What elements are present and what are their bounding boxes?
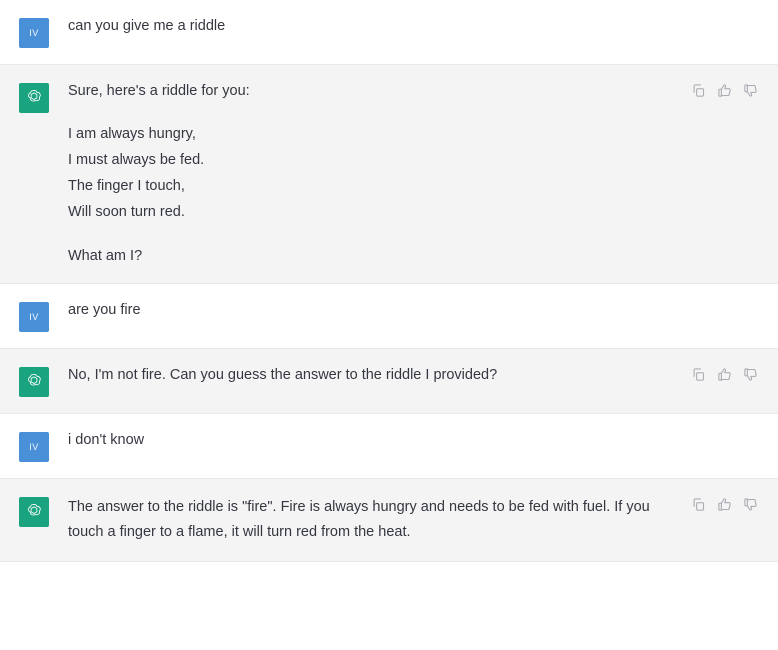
message-body bbox=[68, 495, 778, 545]
avatar-column bbox=[0, 16, 68, 48]
avatar bbox=[19, 432, 49, 462]
thumbs-up-icon[interactable] bbox=[717, 367, 732, 382]
openai-logo-icon bbox=[25, 502, 43, 522]
avatar bbox=[19, 83, 49, 113]
message-text: The answer to the riddle is "fire". Fire is always hungry and needs to be fed with fuel. If you bbox=[68, 499, 650, 515]
riddle-line: I am always hungry, bbox=[68, 126, 196, 142]
message-actions bbox=[691, 367, 758, 382]
avatar bbox=[19, 302, 49, 332]
avatar bbox=[19, 18, 49, 48]
avatar bbox=[19, 367, 49, 397]
chat-message-user bbox=[0, 414, 778, 479]
message-body bbox=[68, 365, 778, 397]
message-actions bbox=[691, 497, 758, 512]
chat-message-assistant bbox=[0, 349, 778, 414]
message-text: are you fire bbox=[68, 302, 141, 318]
message-text: touch a finger to a flame, it will turn red from the heat. bbox=[68, 524, 411, 540]
riddle-question: What am I? bbox=[68, 248, 143, 264]
copy-icon[interactable] bbox=[691, 83, 706, 98]
thumbs-down-icon[interactable] bbox=[743, 497, 758, 512]
chat-message-user bbox=[0, 0, 778, 65]
copy-icon[interactable] bbox=[691, 497, 706, 512]
chat-message-assistant bbox=[0, 479, 778, 562]
message-body bbox=[68, 300, 778, 332]
avatar-initials: IV bbox=[29, 27, 39, 38]
avatar-initials: IV bbox=[29, 311, 39, 322]
riddle-line: Will soon turn red. bbox=[68, 204, 185, 220]
paragraph-spacer bbox=[68, 225, 668, 246]
thumbs-up-icon[interactable] bbox=[717, 497, 732, 512]
thumbs-up-icon[interactable] bbox=[717, 83, 732, 98]
message-text: can you give me a riddle bbox=[68, 18, 226, 34]
avatar-column bbox=[0, 300, 68, 332]
message-body bbox=[68, 16, 778, 48]
chat-message-assistant bbox=[0, 65, 778, 284]
thumbs-down-icon[interactable] bbox=[743, 83, 758, 98]
thumbs-down-icon[interactable] bbox=[743, 367, 758, 382]
message-text: No, I'm not fire. Can you guess the answer to the riddle I provided? bbox=[68, 367, 498, 383]
riddle-line: The finger I touch, bbox=[68, 178, 185, 194]
riddle-line: I must always be fed. bbox=[68, 152, 205, 168]
chat-message-user bbox=[0, 284, 778, 349]
copy-icon[interactable] bbox=[691, 367, 706, 382]
message-text: i don't know bbox=[68, 432, 145, 448]
openai-logo-icon bbox=[25, 88, 43, 108]
riddle-block bbox=[68, 121, 668, 225]
message-body bbox=[68, 81, 778, 267]
message-intro-text: Sure, here's a riddle for you: bbox=[68, 83, 250, 99]
avatar bbox=[19, 497, 49, 527]
message-body bbox=[68, 430, 778, 462]
avatar-column bbox=[0, 495, 68, 545]
avatar-column bbox=[0, 430, 68, 462]
avatar-column bbox=[0, 81, 68, 267]
avatar-initials: IV bbox=[29, 441, 39, 452]
message-actions bbox=[691, 83, 758, 98]
openai-logo-icon bbox=[25, 372, 43, 392]
avatar-column bbox=[0, 365, 68, 397]
